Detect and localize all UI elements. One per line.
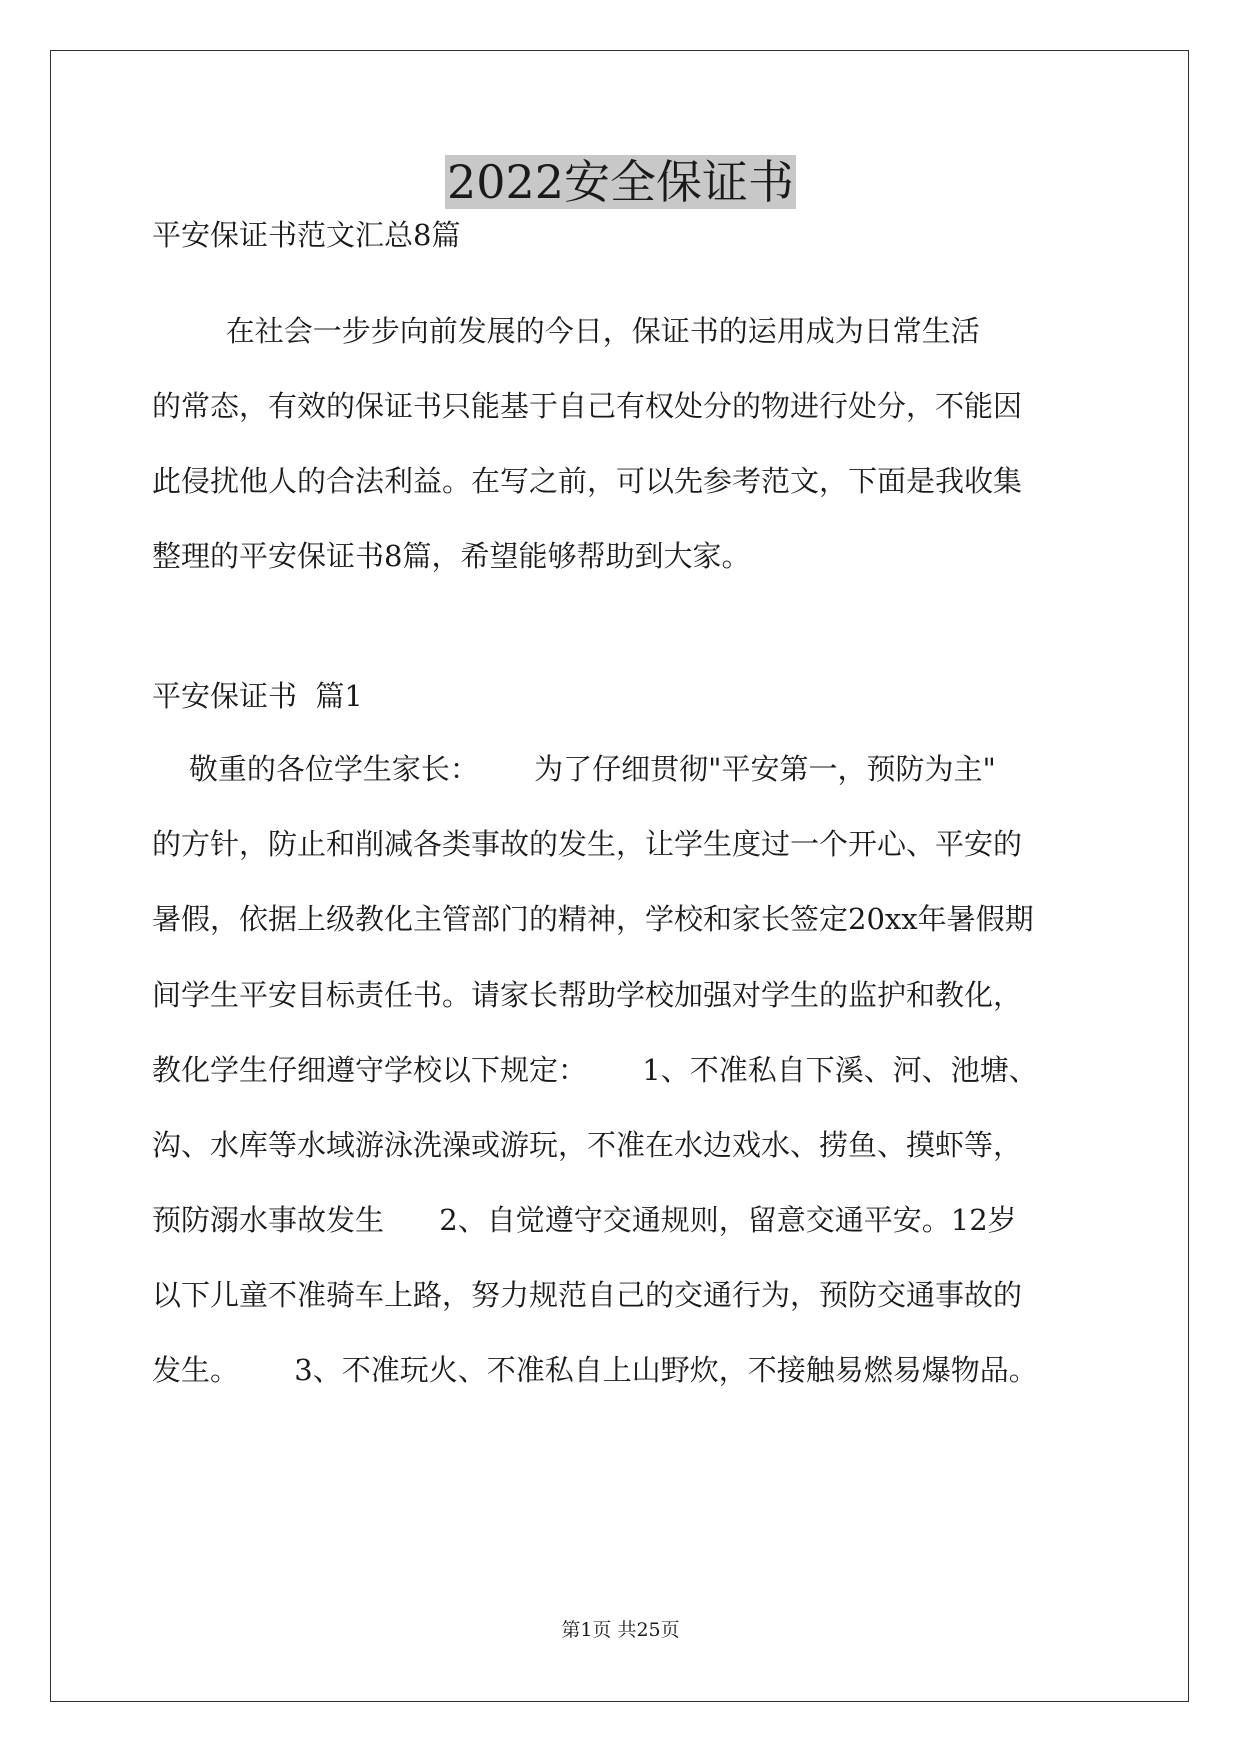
document-title	[0, 153, 1241, 211]
document-title-text: 2022安全保证书	[446, 155, 795, 209]
body-line: 沟、水库等水域游泳洗澡或游玩，不准在水边戏水、捞鱼、摸虾等，	[152, 1128, 1023, 1162]
body-line: 间学生平安目标责任书。请家长帮助学校加强对学生的监护和教化，	[152, 978, 1023, 1012]
body-line: 教化学生仔细遵守学校以下规定： 1、不准私自下溪、河、池塘、	[152, 1053, 1038, 1087]
body-line: 预防溺水事故发生 2、自觉遵守交通规则，留意交通平安。12岁	[152, 1203, 1017, 1237]
body-line: 敬重的各位学生家长： 为了仔细贯彻"平安第一，预防为主"	[152, 752, 996, 786]
body-line: 发生。 3、不准玩火、不准私自上山野炊，不接触易燃易爆物品。	[152, 1353, 1038, 1387]
body-line: 以下儿童不准骑车上路，努力规范自己的交通行为，预防交通事故的	[152, 1278, 1023, 1312]
intro-line: 整理的平安保证书8篇，希望能够帮助到大家。	[152, 539, 751, 573]
intro-line: 此侵扰他人的合法利益。在写之前，可以先参考范文，下面是我收集	[152, 464, 1023, 498]
body-line: 的方针，防止和削减各类事故的发生，让学生度过一个开心、平安的	[152, 827, 1023, 861]
page-number: 第1页 共25页	[561, 1619, 680, 1641]
page-border	[50, 50, 1189, 1702]
body-line: 暑假，依据上级教化主管部门的精神，学校和家长签定20xx年暑假期	[152, 902, 1034, 936]
intro-line: 在社会一步步向前发展的今日，保证书的运用成为日常生活	[152, 314, 980, 348]
section-heading: 平安保证书 篇1	[152, 679, 363, 713]
document-subtitle: 平安保证书范文汇总8篇	[152, 218, 461, 252]
intro-line: 的常态，有效的保证书只能基于自己有权处分的物进行处分，不能因	[152, 389, 1023, 423]
